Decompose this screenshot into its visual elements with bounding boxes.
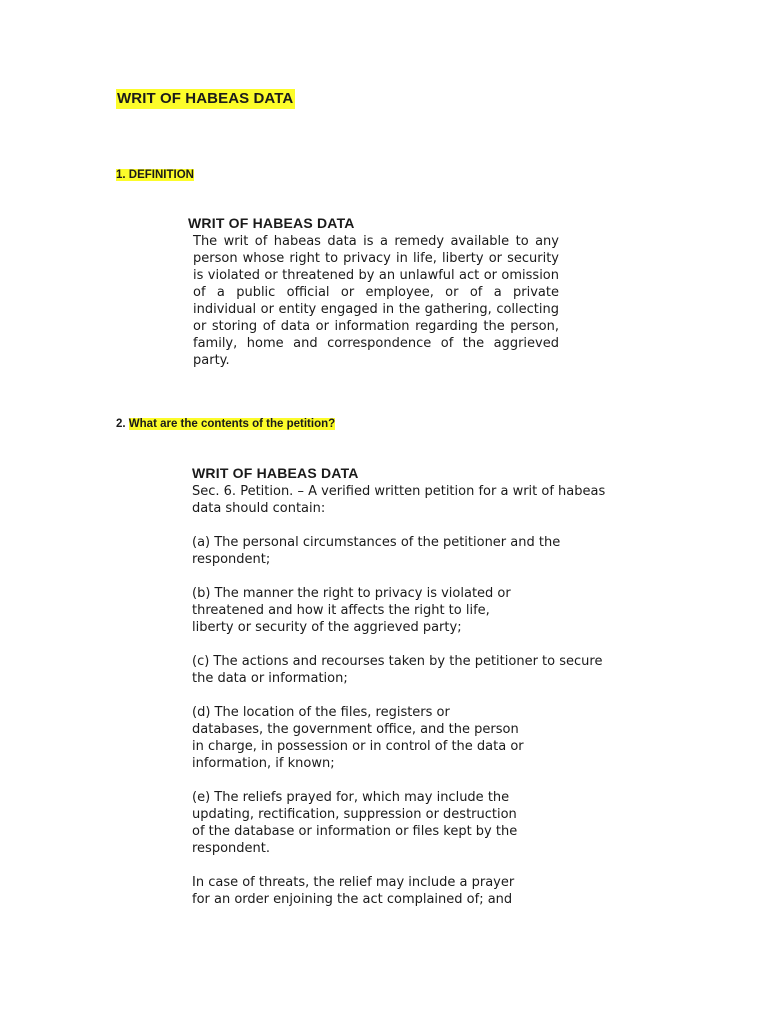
spacer [192, 636, 662, 653]
petition-block-heading: WRIT OF HABEAS DATA [192, 465, 359, 481]
section-number: 2. [116, 418, 129, 430]
petition-closing: In case of threats, the relief may include a prayer for an order enjoining the act complained of; and [192, 875, 515, 907]
petition-item-c: (c) The actions and recourses taken by the petitioner to secure the data or information; [192, 654, 603, 686]
section-heading-contents [116, 415, 335, 433]
petition-item-d: (d) The location of the files, registers or databases, the government office, and the person in charge, in possession or in control of the data or information, if known; [192, 705, 524, 771]
spacer [192, 857, 662, 874]
section-heading-contents-text: What are the contents of the petition? [128, 418, 336, 430]
spacer [192, 687, 662, 704]
definition-block-heading: WRIT OF HABEAS DATA [188, 215, 355, 231]
section-heading-definition-text: 1. DEFINITION [116, 169, 194, 181]
petition-block [192, 465, 662, 908]
spacer [192, 772, 662, 789]
petition-item-b: (b) The manner the right to privacy is violated or threatened and how it affects the right to life, liberty or security of the aggrieved party; [192, 586, 511, 635]
definition-text: The writ of habeas data is a remedy available to any person whose right to privacy in life, liberty or security is violated or threatened by an unlawful act or omission of a public official or employee, or of a private individual or entity engaged in the gathering, collecting or storing of data or information regarding the person, family, home and correspondence of the aggrieved party. [193, 234, 559, 368]
definition-block [188, 215, 560, 369]
petition-item-a: (a) The personal circumstances of the petitioner and the respondent; [192, 535, 561, 567]
spacer [192, 517, 662, 534]
document-title: WRIT OF HABEAS DATA [117, 90, 294, 107]
section-heading-definition [116, 166, 194, 184]
petition-intro: Sec. 6. Petition. – A verified written petition for a writ of habeas data should contain: [192, 484, 606, 516]
spacer [192, 568, 662, 585]
petition-item-e: (e) The reliefs prayed for, which may include the updating, rectification, suppression or destruction of the database or information or files kept by the respondent. [192, 790, 518, 856]
